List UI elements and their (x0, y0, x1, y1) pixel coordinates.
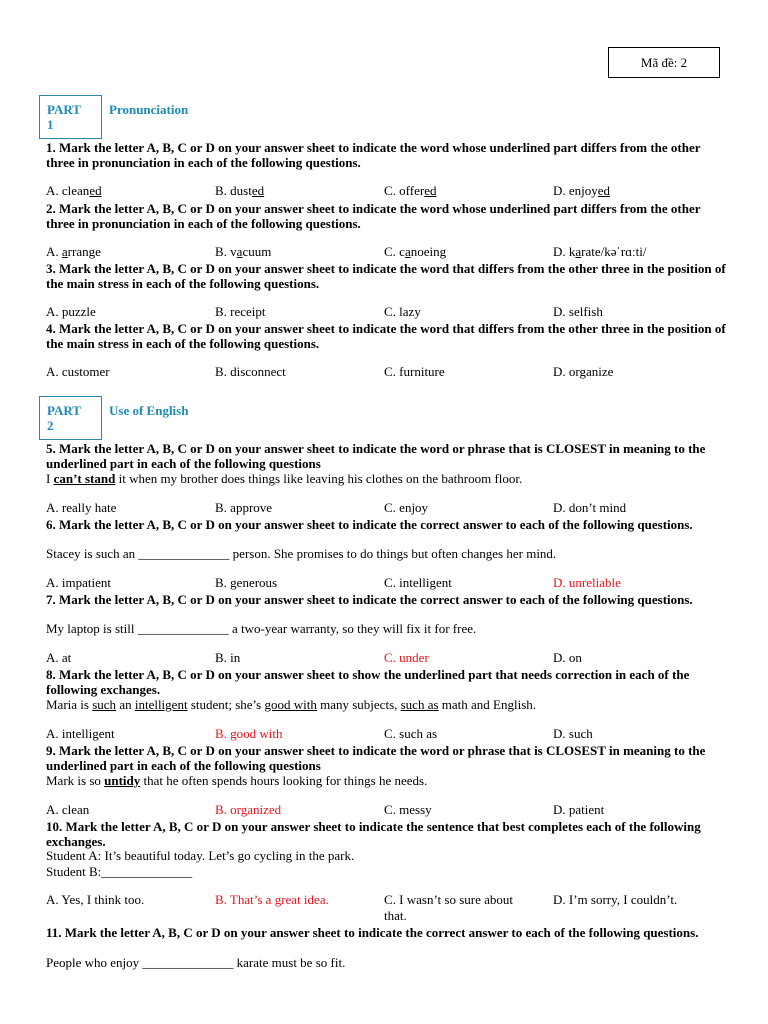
option-c[interactable]: C. canoeing (384, 244, 447, 259)
question-6-stem: Stacey is such an ______________ person. She promises to do things but often changes her mind. (46, 546, 557, 561)
option-c[interactable]: C. intelligent (384, 575, 452, 590)
part-1-title: Pronunciation (109, 102, 189, 117)
option-d[interactable]: D. I’m sorry, I couldn’t. (553, 892, 678, 907)
part-2-label (39, 396, 102, 440)
question-5-instruction: 5. Mark the letter A, B, C or D on your answer sheet to indicate the word or phrase that is CLOSEST in meaning to the underlined part in each of the following questions (46, 441, 706, 471)
question-4-instruction: 4. Mark the letter A, B, C or D on your answer sheet to indicate the word that differs from the other three in the position of the main stress in each of the following questions. (46, 321, 726, 351)
question-9-stem: Mark is so untidy that he often spends hours looking for things he needs. (46, 773, 428, 788)
option-c-highlighted[interactable]: C. under (384, 650, 429, 665)
option-c[interactable]: C. furniture (384, 364, 445, 379)
question-11-stem: People who enjoy ______________ karate must be so fit. (46, 955, 346, 970)
option-a[interactable]: A. really hate (46, 500, 117, 515)
dialogue-line: Student A: It’s beautiful today. Let’s go cycling in the park. (46, 848, 355, 863)
option-a[interactable]: A. at (46, 650, 72, 665)
part-label-word: PART (47, 403, 81, 418)
question-10-instruction: 10. Mark the letter A, B, C or D on your answer sheet to indicate the sentence that best completes each of the following exchanges. (46, 819, 701, 849)
option-a[interactable]: A. Yes, I think too. (46, 892, 145, 907)
option-b[interactable]: B. disconnect (215, 364, 286, 379)
option-b[interactable]: B. vacuum (215, 244, 272, 259)
question-4-options (46, 364, 726, 396)
option-b[interactable]: B. generous (215, 575, 278, 590)
option-b-highlighted[interactable]: B. organized (215, 802, 282, 817)
option-b-highlighted[interactable]: B. That’s a great idea. (215, 892, 329, 907)
part-1-label (39, 95, 102, 139)
option-c[interactable]: C. messy (384, 802, 432, 817)
option-d[interactable]: D. on (553, 650, 582, 665)
question-10-stem (46, 848, 726, 880)
question-10-options (46, 892, 726, 924)
question-8-stem: Maria is such an intelligent student; she’s good with many subjects, such as math and English. (46, 697, 537, 712)
question-7-instruction: 7. Mark the letter A, B, C or D on your answer sheet to indicate the correct answer to each of the following questions. (46, 592, 693, 607)
option-d[interactable]: D. don’t mind (553, 500, 627, 515)
exam-code-box (608, 47, 720, 78)
option-d[interactable]: D. organize (553, 364, 614, 379)
question-8-instruction: 8. Mark the letter A, B, C or D on your answer sheet to show the underlined part that needs correction in each of the following exchanges. (46, 667, 690, 697)
part-label-word: PART (47, 102, 81, 117)
option-d[interactable]: D. such (553, 726, 593, 741)
exam-code: Mã đề: 2 (640, 54, 688, 70)
option-a[interactable]: A. cleaned (46, 183, 102, 198)
question-3-instruction: 3. Mark the letter A, B, C or D on your answer sheet to indicate the word that differs from the other three in the position of the main stress in each of the following questions. (46, 261, 726, 291)
question-2-instruction: 2. Mark the letter A, B, C or D on your answer sheet to indicate the word whose underlined part differs from the other three in pronunciation in each of the following questions. (46, 201, 701, 231)
option-a[interactable]: A. puzzle (46, 304, 96, 319)
option-a[interactable]: A. arrange (46, 244, 101, 259)
part-2-title: Use of English (109, 403, 189, 418)
option-c[interactable]: C. enjoy (384, 500, 429, 515)
option-a[interactable]: A. intelligent (46, 726, 115, 741)
question-7-stem: My laptop is still ______________ a two-year warranty, so they will fix it for free. (46, 621, 477, 636)
part-label-number: 1 (47, 117, 54, 132)
option-a[interactable]: A. impatient (46, 575, 111, 590)
option-a[interactable]: A. clean (46, 802, 90, 817)
question-11-instruction: 11. Mark the letter A, B, C or D on your answer sheet to indicate the correct answer to each of the following questions. (46, 925, 699, 940)
option-c[interactable]: C. lazy (384, 304, 421, 319)
question-6-instruction: 6. Mark the letter A, B, C or D on your answer sheet to indicate the correct answer to each of the following questions. (46, 517, 693, 532)
option-d-highlighted[interactable]: D. unreliable (553, 575, 621, 590)
option-b-highlighted[interactable]: B. good with (215, 726, 283, 741)
option-a[interactable]: A. customer (46, 364, 110, 379)
option-c[interactable]: C. such as (384, 726, 438, 741)
option-d[interactable]: D. selfish (553, 304, 603, 319)
part-label-number: 2 (47, 418, 54, 433)
question-1-instruction: 1. Mark the letter A, B, C or D on your answer sheet to indicate the word whose underlined part differs from the other three in pronunciation in each of the following questions. (46, 140, 701, 170)
question-9-instruction: 9. Mark the letter A, B, C or D on your answer sheet to indicate the word or phrase that is CLOSEST in meaning to the underlined part in each of the following questions (46, 743, 706, 773)
option-c[interactable]: C. offered (384, 183, 437, 198)
option-b[interactable]: B. dusted (215, 183, 265, 198)
option-d[interactable]: D. karate/kəˈrɑːti/ (553, 244, 647, 259)
question-5-stem: I can’t stand it when my brother does things like leaving his clothes on the bathroom floor. (46, 471, 523, 486)
option-b[interactable]: B. receipt (215, 304, 266, 319)
option-b[interactable]: B. approve (215, 500, 273, 515)
option-d[interactable]: D. enjoyed (553, 183, 611, 198)
option-d[interactable]: D. patient (553, 802, 605, 817)
option-b[interactable]: B. in (215, 650, 241, 665)
option-c[interactable]: C. I wasn’t so sure about that. (384, 892, 514, 923)
dialogue-line: Student B:______________ (46, 864, 193, 879)
